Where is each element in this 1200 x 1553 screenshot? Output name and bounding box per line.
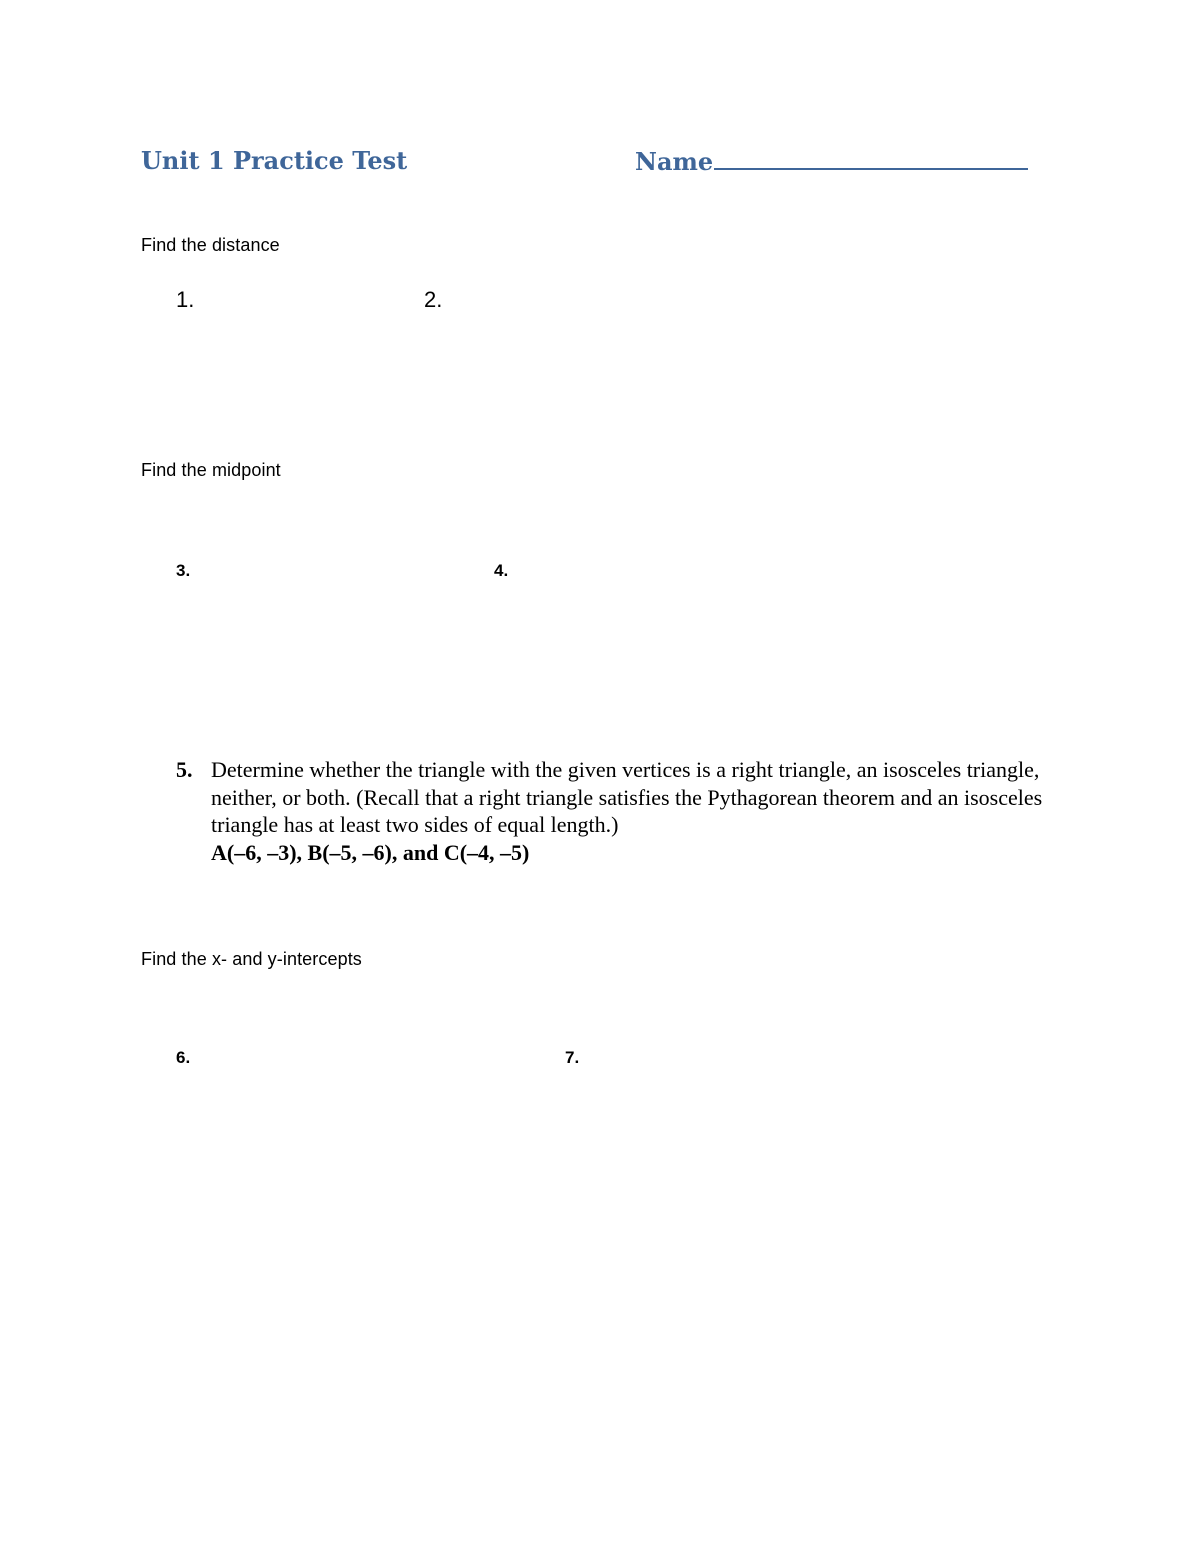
problem-number-1: 1. xyxy=(176,287,195,312)
problem-number-3: 3. xyxy=(176,561,191,580)
problem-5-body xyxy=(211,756,1056,866)
problem-5-vertices: A(–6, –3), B(–5, –6), and C(–4, –5) xyxy=(211,839,530,865)
problem-number-7: 7. xyxy=(565,1048,580,1067)
name-blank-line xyxy=(714,146,1028,170)
name-field xyxy=(635,146,1028,177)
problem-5-text: Determine whether the triangle with the given vertices is a right triangle, an isosceles triangle, neither, or both. (Recall that a right triangle satisfies the Pythagorean theorem and an isosceles triangle has at least two sides of equal length.) xyxy=(211,757,1043,837)
problem-number-6: 6. xyxy=(176,1048,191,1067)
section-heading-distance: Find the distance xyxy=(141,235,280,255)
problem-number-4: 4. xyxy=(494,561,509,580)
problem-number-5: 5. xyxy=(176,757,193,782)
section-heading-midpoint: Find the midpoint xyxy=(141,460,281,480)
problem-5 xyxy=(176,756,1056,866)
page-title: Unit 1 Practice Test xyxy=(141,146,408,175)
name-label: Name xyxy=(635,147,714,176)
problem-number-2: 2. xyxy=(424,287,443,312)
section-heading-intercepts: Find the x- and y-intercepts xyxy=(141,949,362,969)
